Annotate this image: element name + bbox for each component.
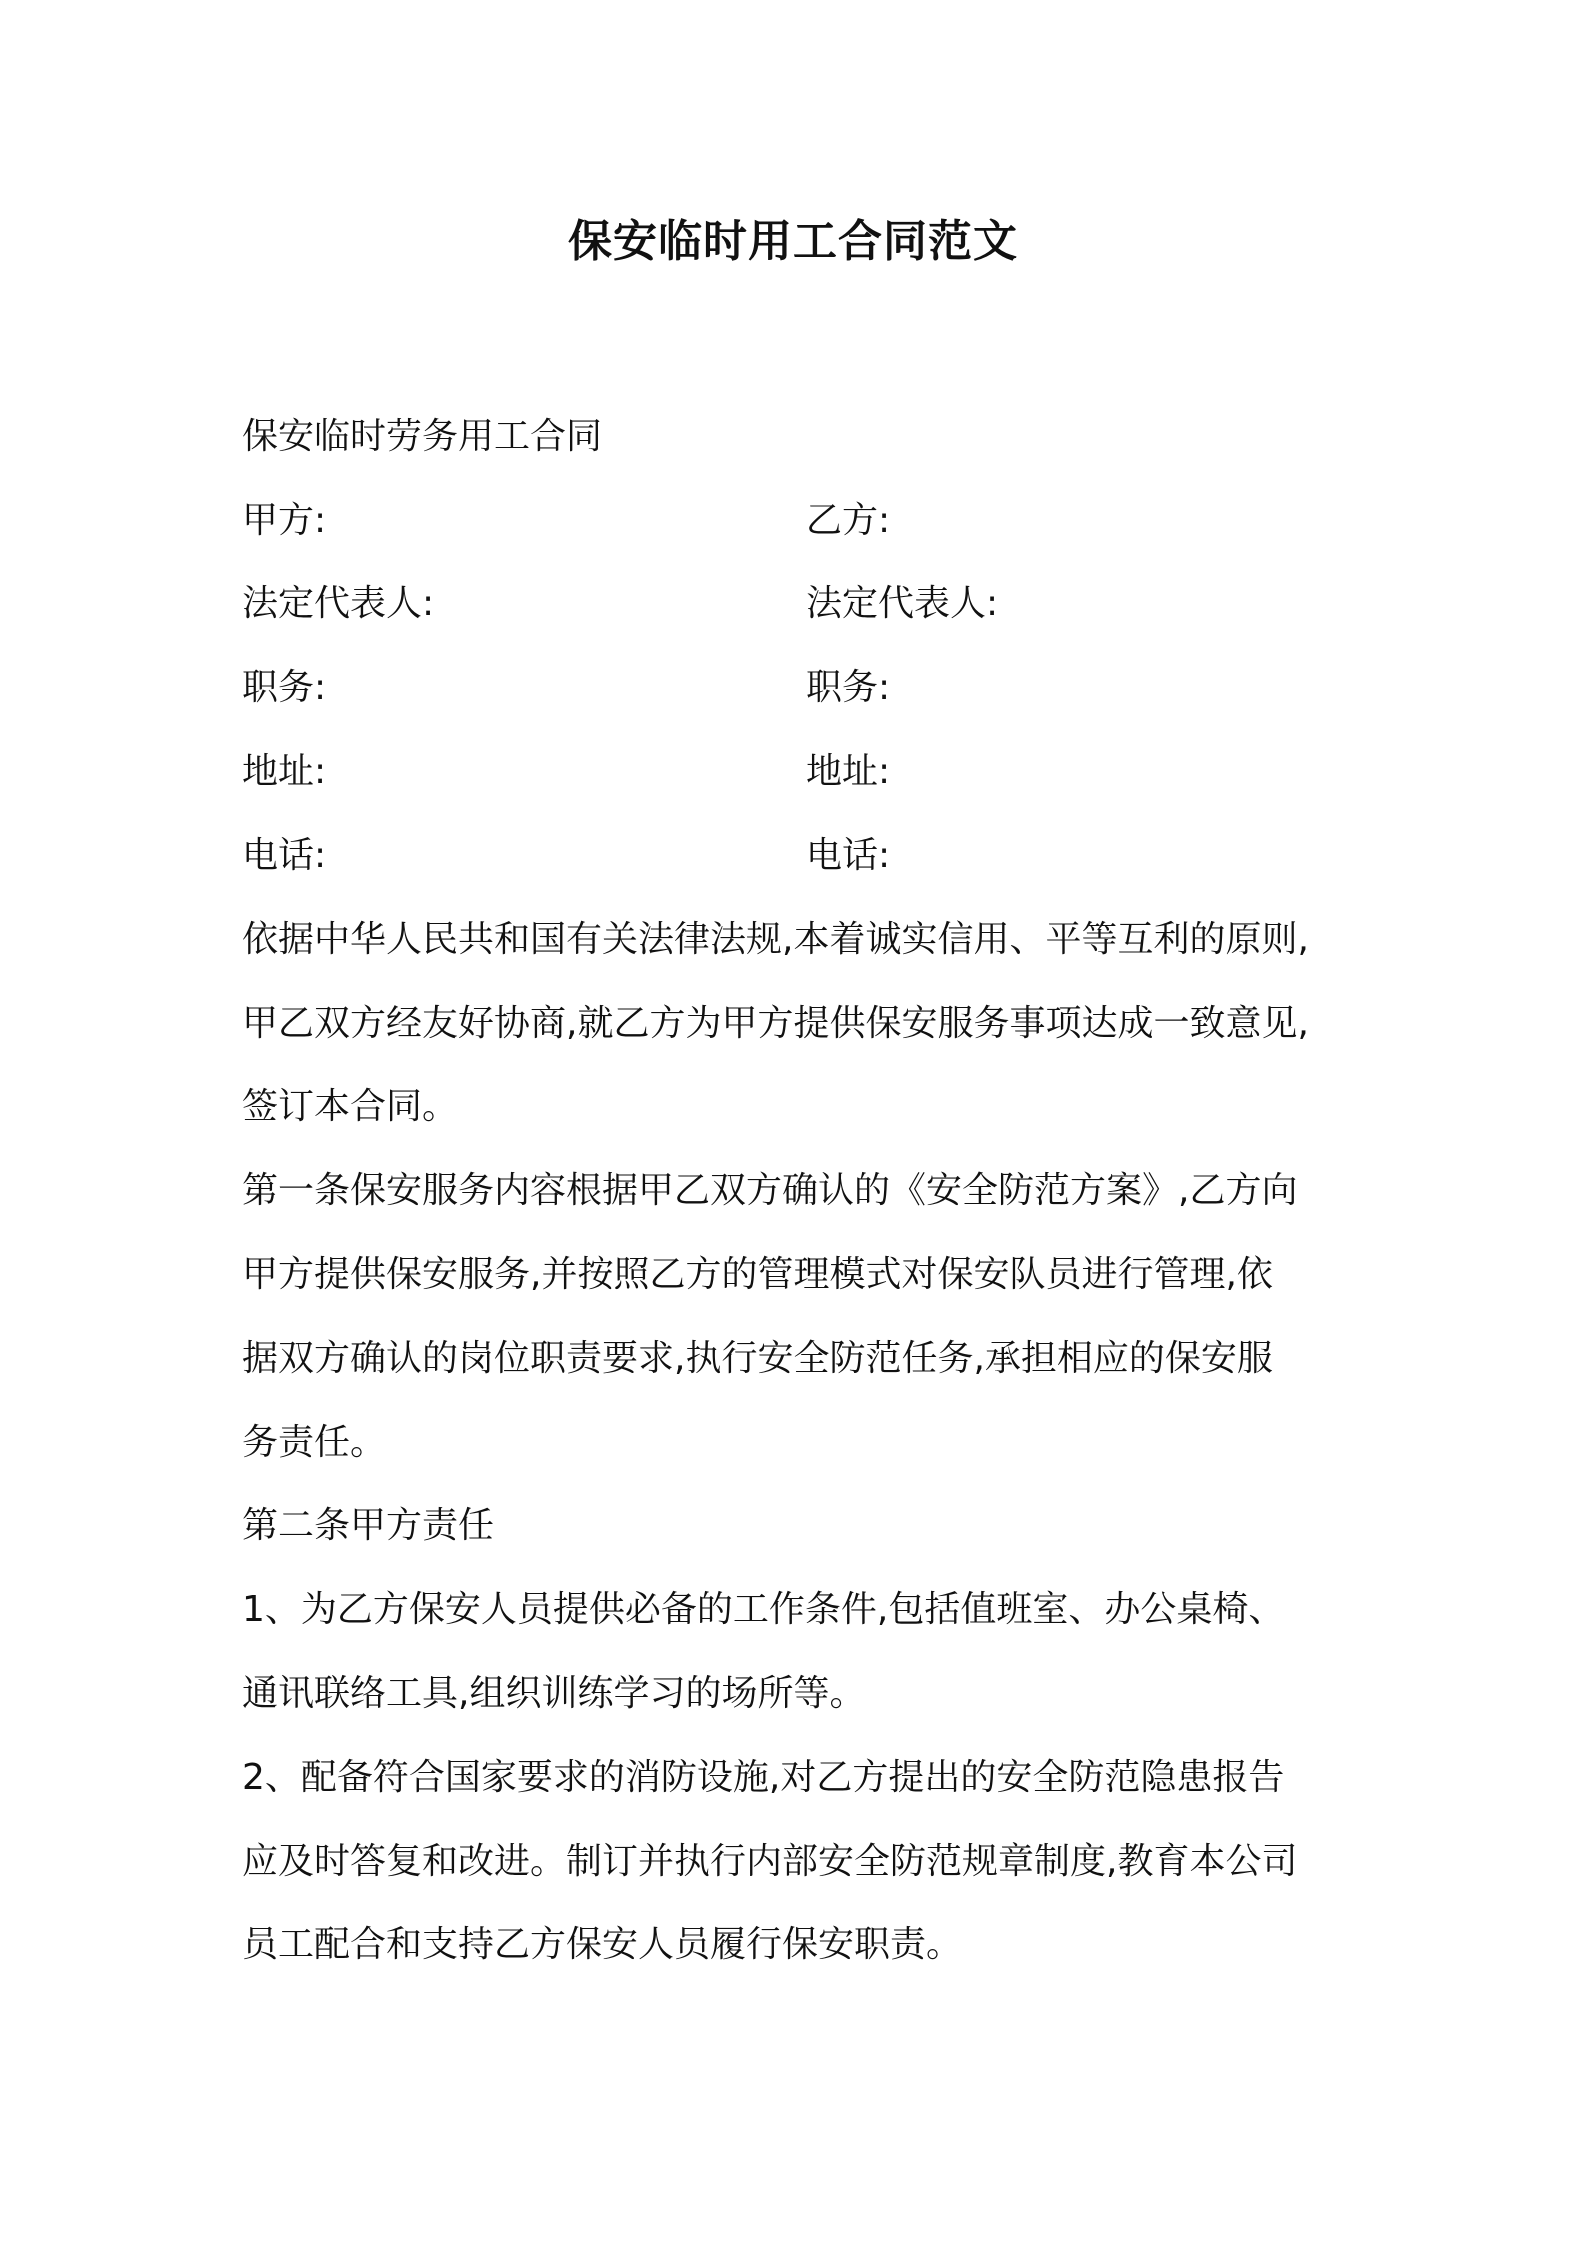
- preamble-line: 签订本合同。: [242, 1086, 459, 1127]
- preamble-line: 依据中华人民共和国有关法律法规,本着诚实信用、平等互利的原则,: [242, 919, 1309, 960]
- party-b-position-label: 职务:: [806, 667, 891, 708]
- article2-heading: 第二条甲方责任: [242, 1505, 495, 1546]
- contract-subtitle: 保安临时劳务用工合同: [242, 416, 603, 457]
- article2-item1-line: 通讯联络工具,组织训练学习的场所等。: [242, 1673, 866, 1714]
- party-a-label: 甲方:: [242, 500, 327, 541]
- party-a-representative-label: 法定代表人:: [242, 583, 435, 624]
- article1-line: 据双方确认的岗位职责要求,执行安全防范任务,承担相应的保安服: [242, 1338, 1273, 1379]
- party-a-address-label: 地址:: [242, 751, 327, 792]
- document-title: 保安临时用工合同范文: [568, 216, 1018, 267]
- party-b-label: 乙方:: [806, 500, 891, 541]
- article2-item2-line: 应及时答复和改进。制订并执行内部安全防范规章制度,教育本公司: [242, 1841, 1298, 1882]
- party-b-representative-label: 法定代表人:: [806, 583, 999, 624]
- party-a-position-label: 职务:: [242, 667, 327, 708]
- article2-item1-line: 1、为乙方保安人员提供必备的工作条件,包括值班室、办公桌椅、: [242, 1589, 1285, 1630]
- preamble-line: 甲乙双方经友好协商,就乙方为甲方提供保安服务事项达成一致意见,: [242, 1003, 1309, 1044]
- party-a-phone-label: 电话:: [242, 835, 327, 876]
- article2-item2-line: 2、配备符合国家要求的消防设施,对乙方提出的安全防范隐患报告: [242, 1757, 1285, 1798]
- article1-line: 务责任。: [242, 1422, 387, 1463]
- party-b-phone-label: 电话:: [806, 835, 891, 876]
- article2-item2-line: 员工配合和支持乙方保安人员履行保安职责。: [242, 1924, 963, 1965]
- party-b-address-label: 地址:: [806, 751, 891, 792]
- article1-line: 第一条保安服务内容根据甲乙双方确认的《安全防范方案》,乙方向: [242, 1170, 1298, 1211]
- article1-line: 甲方提供保安服务,并按照乙方的管理模式对保安队员进行管理,依: [242, 1254, 1273, 1295]
